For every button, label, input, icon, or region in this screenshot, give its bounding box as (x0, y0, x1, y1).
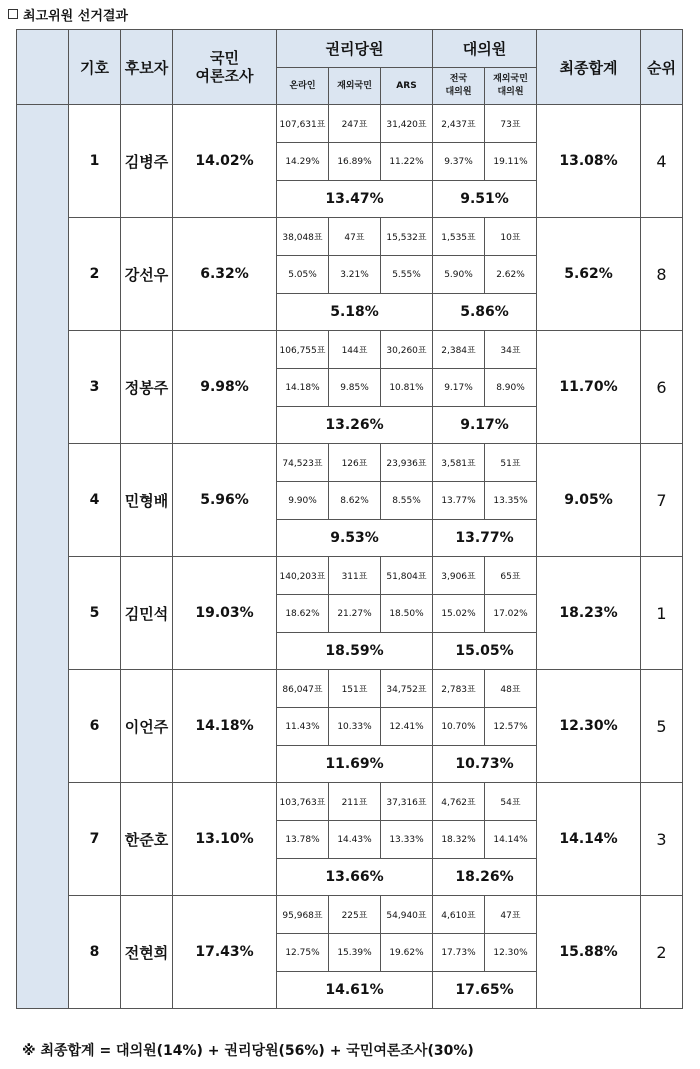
results-table (16, 29, 683, 1009)
national-delegate-percent: 9.37% (433, 143, 485, 181)
ars-percent: 19.62% (381, 934, 433, 972)
online-votes: 95,968표 (277, 896, 329, 934)
national-delegate-votes: 4,762표 (433, 783, 485, 821)
online-votes: 107,631표 (277, 105, 329, 143)
party-member-subtotal: 11.69% (277, 746, 433, 783)
header-candidate: 후보자 (121, 30, 173, 105)
overseas-votes: 225표 (329, 896, 381, 934)
candidate-name: 강선우 (121, 218, 173, 331)
poll-percent: 17.43% (173, 896, 277, 1009)
header-delegates: 대의원 (433, 30, 537, 68)
overseas-delegate-percent: 17.02% (485, 595, 537, 633)
overseas-delegate-votes: 47표 (485, 896, 537, 934)
national-delegate-votes: 2,384표 (433, 331, 485, 369)
rank: 4 (641, 105, 683, 218)
party-member-subtotal: 18.59% (277, 633, 433, 670)
delegate-subtotal: 9.17% (433, 407, 537, 444)
online-votes: 38,048표 (277, 218, 329, 256)
candidate-row (17, 444, 683, 482)
delegate-subtotal: 13.77% (433, 520, 537, 557)
ars-votes: 34,752표 (381, 670, 433, 708)
national-delegate-percent: 9.17% (433, 369, 485, 407)
total-percent: 15.88% (537, 896, 641, 1009)
online-percent: 14.18% (277, 369, 329, 407)
overseas-votes: 144표 (329, 331, 381, 369)
total-percent: 5.62% (537, 218, 641, 331)
overseas-delegate-votes: 73표 (485, 105, 537, 143)
overseas-percent: 16.89% (329, 143, 381, 181)
candidate-number: 6 (69, 670, 121, 783)
poll-percent: 19.03% (173, 557, 277, 670)
candidate-row (17, 783, 683, 821)
overseas-delegate-votes: 10표 (485, 218, 537, 256)
row-blank-cell (17, 105, 69, 1009)
rank: 2 (641, 896, 683, 1009)
party-member-subtotal: 13.26% (277, 407, 433, 444)
candidate-number: 3 (69, 331, 121, 444)
party-member-subtotal: 13.47% (277, 181, 433, 218)
candidate-name: 한준호 (121, 783, 173, 896)
national-delegate-votes: 2,437표 (433, 105, 485, 143)
candidate-name: 이언주 (121, 670, 173, 783)
total-percent: 12.30% (537, 670, 641, 783)
candidate-number: 2 (69, 218, 121, 331)
overseas-delegate-votes: 48표 (485, 670, 537, 708)
overseas-votes: 126표 (329, 444, 381, 482)
ars-votes: 30,260표 (381, 331, 433, 369)
candidate-row (17, 331, 683, 369)
overseas-percent: 21.27% (329, 595, 381, 633)
poll-percent: 14.02% (173, 105, 277, 218)
ars-votes: 15,532표 (381, 218, 433, 256)
national-delegate-votes: 2,783표 (433, 670, 485, 708)
candidate-name: 김민석 (121, 557, 173, 670)
overseas-percent: 3.21% (329, 256, 381, 294)
candidate-number: 1 (69, 105, 121, 218)
header-national-delegates: 전국 대의원 (433, 68, 485, 105)
ars-votes: 31,420표 (381, 105, 433, 143)
overseas-delegate-percent: 12.57% (485, 708, 537, 746)
online-votes: 74,523표 (277, 444, 329, 482)
candidate-name: 정봉주 (121, 331, 173, 444)
poll-percent: 5.96% (173, 444, 277, 557)
rank: 8 (641, 218, 683, 331)
poll-percent: 13.10% (173, 783, 277, 896)
online-percent: 9.90% (277, 482, 329, 520)
poll-percent: 9.98% (173, 331, 277, 444)
ars-percent: 5.55% (381, 256, 433, 294)
online-percent: 13.78% (277, 821, 329, 859)
rank: 1 (641, 557, 683, 670)
national-delegate-percent: 5.90% (433, 256, 485, 294)
overseas-delegate-votes: 54표 (485, 783, 537, 821)
national-delegate-votes: 3,581표 (433, 444, 485, 482)
header-number: 기호 (69, 30, 121, 105)
national-delegate-percent: 18.32% (433, 821, 485, 859)
candidate-number: 4 (69, 444, 121, 557)
candidate-row (17, 896, 683, 934)
page-title (8, 5, 128, 24)
overseas-percent: 9.85% (329, 369, 381, 407)
poll-percent: 6.32% (173, 218, 277, 331)
national-delegate-percent: 13.77% (433, 482, 485, 520)
online-percent: 5.05% (277, 256, 329, 294)
ars-percent: 18.50% (381, 595, 433, 633)
total-percent: 13.08% (537, 105, 641, 218)
ars-votes: 54,940표 (381, 896, 433, 934)
ars-percent: 12.41% (381, 708, 433, 746)
overseas-delegate-percent: 14.14% (485, 821, 537, 859)
online-percent: 12.75% (277, 934, 329, 972)
checkbox-square-icon (8, 9, 18, 19)
online-votes: 106,755표 (277, 331, 329, 369)
candidate-name: 민형배 (121, 444, 173, 557)
overseas-delegate-percent: 13.35% (485, 482, 537, 520)
overseas-percent: 10.33% (329, 708, 381, 746)
party-member-subtotal: 14.61% (277, 972, 433, 1009)
candidate-row (17, 670, 683, 708)
rank: 6 (641, 331, 683, 444)
rank: 5 (641, 670, 683, 783)
title-text: 최고위원 선거결과 (23, 9, 128, 24)
online-percent: 11.43% (277, 708, 329, 746)
header-ars: ARS (381, 68, 433, 105)
overseas-delegate-votes: 34표 (485, 331, 537, 369)
overseas-votes: 211표 (329, 783, 381, 821)
ars-percent: 10.81% (381, 369, 433, 407)
candidate-row (17, 105, 683, 143)
overseas-percent: 8.62% (329, 482, 381, 520)
overseas-votes: 247표 (329, 105, 381, 143)
ars-percent: 8.55% (381, 482, 433, 520)
overseas-percent: 15.39% (329, 934, 381, 972)
header-total: 최종합계 (537, 30, 641, 105)
delegate-subtotal: 17.65% (433, 972, 537, 1009)
header-overseas-citizens: 재외국민 (329, 68, 381, 105)
national-delegate-votes: 1,535표 (433, 218, 485, 256)
candidate-number: 8 (69, 896, 121, 1009)
national-delegate-percent: 10.70% (433, 708, 485, 746)
formula-note: ※ 최종합계 = 대의원(14%) + 권리당원(56%) + 국민여론조사(30%) (22, 1043, 474, 1059)
online-votes: 86,047표 (277, 670, 329, 708)
candidate-row (17, 557, 683, 595)
header-poll: 국민 여론조사 (173, 30, 277, 105)
online-votes: 140,203표 (277, 557, 329, 595)
total-percent: 11.70% (537, 331, 641, 444)
online-votes: 103,763표 (277, 783, 329, 821)
national-delegate-votes: 4,610표 (433, 896, 485, 934)
total-percent: 9.05% (537, 444, 641, 557)
candidate-name: 김병주 (121, 105, 173, 218)
online-percent: 18.62% (277, 595, 329, 633)
ars-votes: 37,316표 (381, 783, 433, 821)
header-party-members: 권리당원 (277, 30, 433, 68)
overseas-percent: 14.43% (329, 821, 381, 859)
candidate-number: 7 (69, 783, 121, 896)
overseas-votes: 47표 (329, 218, 381, 256)
overseas-votes: 151표 (329, 670, 381, 708)
national-delegate-votes: 3,906표 (433, 557, 485, 595)
ars-percent: 13.33% (381, 821, 433, 859)
overseas-delegate-percent: 12.30% (485, 934, 537, 972)
overseas-delegate-percent: 19.11% (485, 143, 537, 181)
rank: 3 (641, 783, 683, 896)
delegate-subtotal: 18.26% (433, 859, 537, 896)
candidate-number: 5 (69, 557, 121, 670)
delegate-subtotal: 5.86% (433, 294, 537, 331)
delegate-subtotal: 10.73% (433, 746, 537, 783)
overseas-delegate-votes: 65표 (485, 557, 537, 595)
overseas-delegate-percent: 8.90% (485, 369, 537, 407)
overseas-delegate-percent: 2.62% (485, 256, 537, 294)
header-overseas-delegates: 재외국민 대의원 (485, 68, 537, 105)
total-percent: 18.23% (537, 557, 641, 670)
header-online: 온라인 (277, 68, 329, 105)
overseas-votes: 311표 (329, 557, 381, 595)
ars-votes: 51,804표 (381, 557, 433, 595)
national-delegate-percent: 17.73% (433, 934, 485, 972)
header-blank (17, 30, 69, 105)
ars-percent: 11.22% (381, 143, 433, 181)
delegate-subtotal: 15.05% (433, 633, 537, 670)
overseas-delegate-votes: 51표 (485, 444, 537, 482)
ars-votes: 23,936표 (381, 444, 433, 482)
online-percent: 14.29% (277, 143, 329, 181)
national-delegate-percent: 15.02% (433, 595, 485, 633)
rank: 7 (641, 444, 683, 557)
delegate-subtotal: 9.51% (433, 181, 537, 218)
candidate-row (17, 218, 683, 256)
header-rank: 순위 (641, 30, 683, 105)
party-member-subtotal: 5.18% (277, 294, 433, 331)
party-member-subtotal: 9.53% (277, 520, 433, 557)
candidate-name: 전현희 (121, 896, 173, 1009)
poll-percent: 14.18% (173, 670, 277, 783)
total-percent: 14.14% (537, 783, 641, 896)
party-member-subtotal: 13.66% (277, 859, 433, 896)
